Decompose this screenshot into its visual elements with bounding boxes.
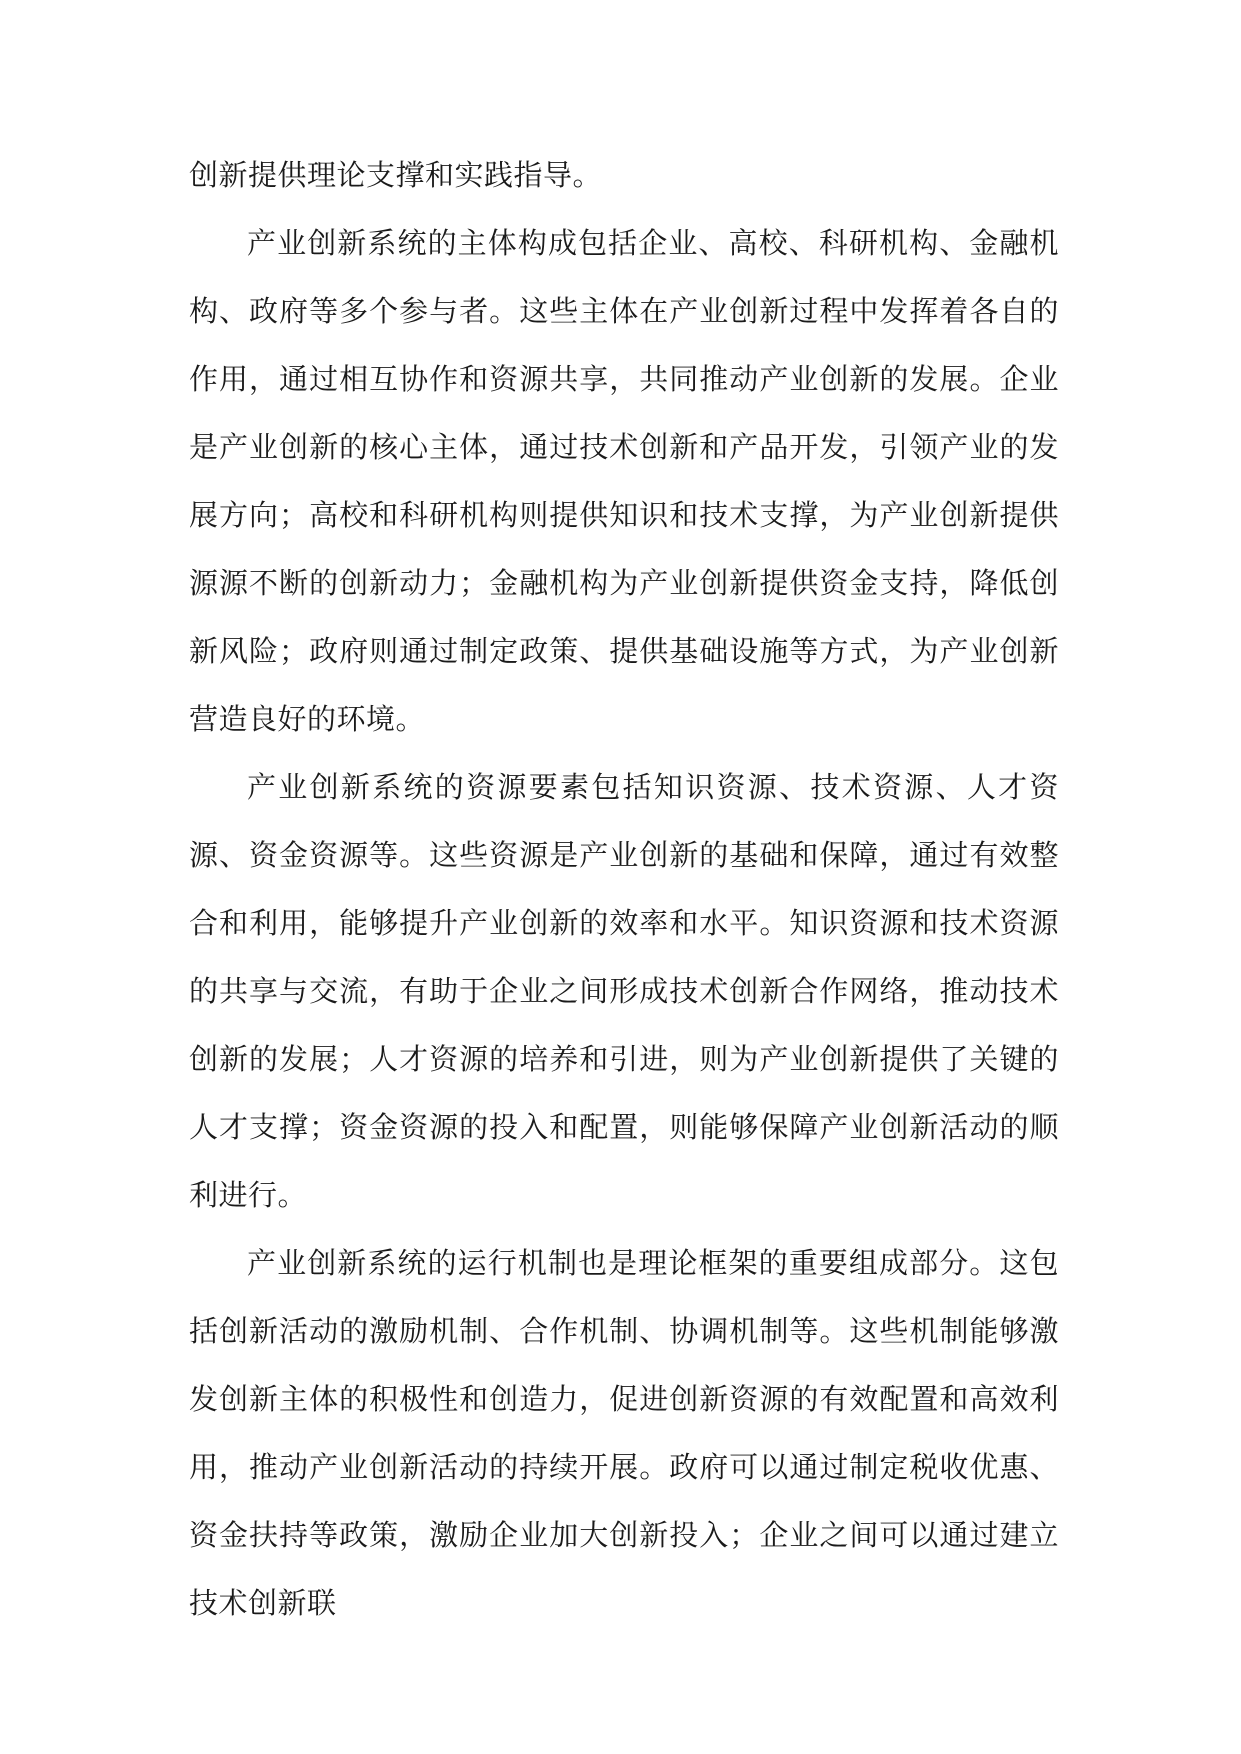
body-text: [189, 141, 1059, 1637]
paragraph-mechanisms: 产业创新系统的运行机制也是理论框架的重要组成部分。这包括创新活动的激励机制、合作机制、协调机制等。这些机制能够激发创新主体的积极性和创造力，促进创新资源的有效配置和高效利用，推动产业创新活动的持续开展。政府可以通过制定税收优惠、资金扶持等政策，激励企业加大创新投入；企业之间可以通过建立技术创新联: [189, 1246, 1059, 1620]
paragraph-continuation: 创新提供理论支撑和实践指导。: [189, 158, 603, 192]
paragraph-subjects: 产业创新系统的主体构成包括企业、高校、科研机构、金融机构、政府等多个参与者。这些主体在产业创新过程中发挥着各自的作用，通过相互协作和资源共享，共同推动产业创新的发展。企业是产业创新的核心主体，通过技术创新和产品开发，引领产业的发展方向；高校和科研机构则提供知识和技术支撑，为产业创新提供源源不断的创新动力；金融机构为产业创新提供资金支持，降低创新风险；政府则通过制定政策、提供基础设施等方式，为产业创新营造良好的环境。: [189, 226, 1059, 736]
paragraph-resources: 产业创新系统的资源要素包括知识资源、技术资源、人才资源、资金资源等。这些资源是产业创新的基础和保障，通过有效整合和利用，能够提升产业创新的效率和水平。知识资源和技术资源的共享与交流，有助于企业之间形成技术创新合作网络，推动技术创新的发展；人才资源的培养和引进，则为产业创新提供了关键的人才支撑；资金资源的投入和配置，则能够保障产业创新活动的顺利进行。: [189, 770, 1059, 1212]
